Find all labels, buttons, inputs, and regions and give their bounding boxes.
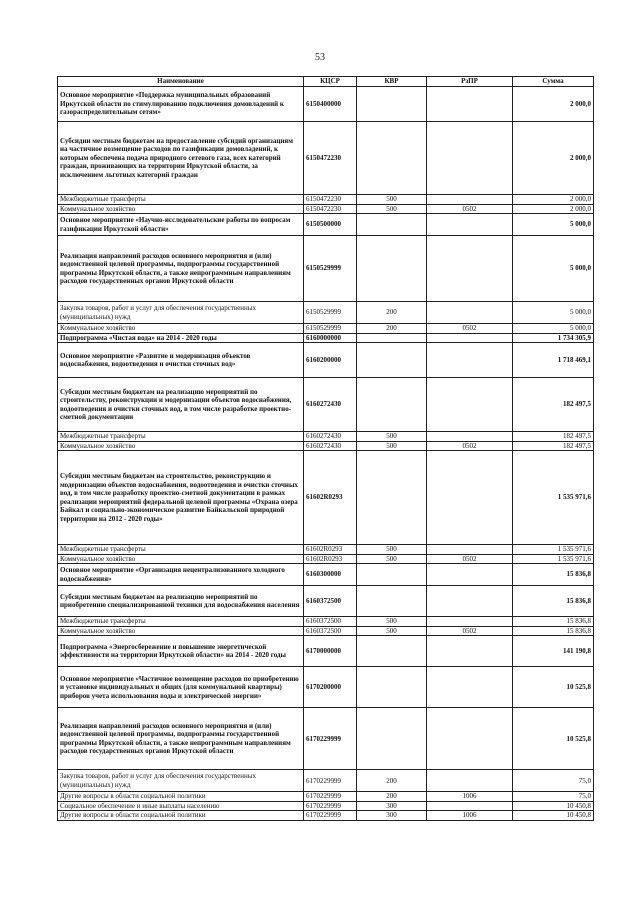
cell-kvr — [357, 564, 427, 586]
cell-sum: 2 000,0 — [513, 204, 594, 214]
cell-rzpr — [427, 801, 513, 811]
column-header-kcsr: КЦСР — [304, 77, 357, 87]
table-row — [58, 667, 594, 708]
cell-kcsr: 6170229999 — [304, 811, 357, 821]
cell-sum: 15 836,8 — [513, 564, 594, 586]
table-row — [58, 451, 594, 545]
cell-sum: 75,0 — [513, 792, 594, 802]
cell-rzpr — [427, 122, 513, 195]
cell-rzpr — [427, 378, 513, 432]
table-row — [58, 554, 594, 564]
cell-name: Межбюджетные трансферты — [58, 545, 304, 555]
cell-name: Основное мероприятие «Поддержка муниципальных образований Иркутской области по стимулированию подключения домовладений к газораспределительным сетям» — [58, 87, 304, 122]
table-row — [58, 324, 594, 334]
cell-sum: 15 836,8 — [513, 586, 594, 617]
cell-name: Межбюджетные трансферты — [58, 195, 304, 205]
cell-rzpr — [427, 667, 513, 708]
table-row — [58, 122, 594, 195]
cell-kcsr: 61602R0293 — [304, 545, 357, 555]
table-row — [58, 441, 594, 451]
cell-kcsr: 6170229999 — [304, 792, 357, 802]
cell-name: Другие вопросы в области социальной политики — [58, 811, 304, 821]
cell-rzpr: 1006 — [427, 792, 513, 802]
cell-sum: 15 836,8 — [513, 626, 594, 636]
cell-sum: 5 000,0 — [513, 302, 594, 324]
table-row — [58, 770, 594, 792]
table-row — [58, 708, 594, 770]
cell-name: Коммунальное хозяйство — [58, 626, 304, 636]
cell-kcsr: 6170229999 — [304, 801, 357, 811]
table-row — [58, 204, 594, 214]
cell-sum: 1 535 971,6 — [513, 451, 594, 545]
cell-sum: 1 535 971,6 — [513, 545, 594, 555]
table-row — [58, 87, 594, 122]
cell-rzpr — [427, 636, 513, 667]
cell-kvr: 300 — [357, 801, 427, 811]
cell-rzpr — [427, 343, 513, 378]
cell-rzpr — [427, 302, 513, 324]
cell-kcsr: 6170229999 — [304, 770, 357, 792]
table-row — [58, 564, 594, 586]
cell-kcsr: 61602R0293 — [304, 451, 357, 545]
cell-kvr — [357, 343, 427, 378]
cell-kvr — [357, 236, 427, 302]
cell-kcsr: 6150529999 — [304, 236, 357, 302]
cell-kvr: 300 — [357, 811, 427, 821]
cell-kcsr: 6170200000 — [304, 667, 357, 708]
cell-kvr: 500 — [357, 204, 427, 214]
cell-kcsr: 6150472230 — [304, 195, 357, 205]
cell-sum: 5 000,0 — [513, 236, 594, 302]
cell-sum: 5 000,0 — [513, 214, 594, 236]
cell-sum: 182 497,5 — [513, 378, 594, 432]
cell-sum: 2 000,0 — [513, 87, 594, 122]
column-header-name: Наименование — [58, 77, 304, 87]
cell-sum: 2 000,0 — [513, 195, 594, 205]
cell-kvr — [357, 636, 427, 667]
column-header-rzpr: РзПР — [427, 77, 513, 87]
cell-rzpr — [427, 617, 513, 627]
cell-kvr — [357, 122, 427, 195]
cell-kcsr: 6150529999 — [304, 324, 357, 334]
table-row — [58, 626, 594, 636]
cell-name: Межбюджетные трансферты — [58, 432, 304, 442]
cell-kcsr: 61602R0293 — [304, 554, 357, 564]
cell-name: Подпрограмма «Энергосбережение и повышение энергетической эффективности на территории Иркутской области» на 2014 - 2020 годы — [58, 636, 304, 667]
cell-kcsr: 6150400000 — [304, 87, 357, 122]
cell-name: Основное мероприятие «Научно-исследовательские работы по вопросам газификации Иркутской области» — [58, 214, 304, 236]
cell-kvr: 500 — [357, 554, 427, 564]
cell-kcsr: 6150529999 — [304, 302, 357, 324]
cell-name: Основное мероприятие «Организация нецентрализованного холодного водоснабжения» — [58, 564, 304, 586]
table-row — [58, 792, 594, 802]
cell-name: Коммунальное хозяйство — [58, 324, 304, 334]
cell-kcsr: 6160300000 — [304, 564, 357, 586]
cell-name: Субсидии местным бюджетам на реализацию мероприятий по приобретению специализированной техники для водоснабжения населения — [58, 586, 304, 617]
cell-kvr — [357, 333, 427, 343]
table-header-row — [58, 77, 594, 87]
cell-kcsr: 6150472230 — [304, 204, 357, 214]
cell-kvr — [357, 667, 427, 708]
cell-rzpr — [427, 87, 513, 122]
cell-kcsr: 6160372500 — [304, 617, 357, 627]
cell-kcsr: 6170229999 — [304, 708, 357, 770]
table-row — [58, 617, 594, 627]
table-row — [58, 195, 594, 205]
cell-kvr — [357, 378, 427, 432]
cell-sum: 10 525,8 — [513, 667, 594, 708]
cell-name: Субсидии местным бюджетам на строительство, реконструкцию и модернизацию объектов водоснабжения, водоотведения и очистки сточных вод, в том числе разработку проектно-сметной документации в рамках реализации мероприятий федеральной целевой программы «Охрана озера Байкал и социально-экономическое развитие Байкальской природной территории на 2012 - 2020 годы» — [58, 451, 304, 545]
cell-rzpr — [427, 236, 513, 302]
cell-kcsr: 6160372500 — [304, 586, 357, 617]
cell-kvr: 500 — [357, 617, 427, 627]
cell-kcsr: 6160372500 — [304, 626, 357, 636]
cell-rzpr: 0502 — [427, 626, 513, 636]
cell-sum: 10 525,8 — [513, 708, 594, 770]
cell-sum: 182 497,5 — [513, 432, 594, 442]
cell-name: Коммунальное хозяйство — [58, 554, 304, 564]
cell-name: Закупка товаров, работ и услуг для обеспечения государственных (муниципальных) нужд — [58, 770, 304, 792]
table-row — [58, 586, 594, 617]
cell-name: Основное мероприятие «Развитие и модернизация объектов водоснабжения, водоотведения и очистки сточных вод» — [58, 343, 304, 378]
cell-name: Коммунальное хозяйство — [58, 204, 304, 214]
cell-sum: 5 000,0 — [513, 324, 594, 334]
cell-kvr: 200 — [357, 324, 427, 334]
table-row — [58, 302, 594, 324]
cell-rzpr — [427, 770, 513, 792]
column-header-kvr: КВР — [357, 77, 427, 87]
cell-kvr: 500 — [357, 441, 427, 451]
cell-sum: 1 535 971,6 — [513, 554, 594, 564]
cell-sum: 1 718 469,1 — [513, 343, 594, 378]
cell-name: Основное мероприятие «Частичное возмещение расходов по приобретению и установке индивидуальных и общих (для коммунальной квартиры) приборов учета использования воды и электрической энергии» — [58, 667, 304, 708]
cell-kvr — [357, 451, 427, 545]
cell-name: Коммунальное хозяйство — [58, 441, 304, 451]
cell-kvr: 200 — [357, 792, 427, 802]
table-row — [58, 236, 594, 302]
cell-kvr: 500 — [357, 432, 427, 442]
table-row — [58, 214, 594, 236]
cell-kvr: 500 — [357, 545, 427, 555]
cell-name: Подпрограмма «Чистая вода» на 2014 - 2020 годы — [58, 333, 304, 343]
cell-rzpr — [427, 708, 513, 770]
cell-kvr: 200 — [357, 770, 427, 792]
cell-kcsr: 6160200000 — [304, 343, 357, 378]
cell-sum: 10 450,8 — [513, 811, 594, 821]
budget-table — [57, 76, 594, 821]
cell-sum: 75,0 — [513, 770, 594, 792]
cell-rzpr — [427, 451, 513, 545]
cell-sum: 15 836,8 — [513, 617, 594, 627]
cell-kvr: 200 — [357, 302, 427, 324]
cell-kvr — [357, 87, 427, 122]
page-number: 53 — [315, 52, 325, 63]
cell-name: Закупка товаров, работ и услуг для обеспечения государственных (муниципальных) нужд — [58, 302, 304, 324]
cell-sum: 182 497,5 — [513, 441, 594, 451]
cell-name: Субсидии местным бюджетам на предоставление субсидий организациям на частичное возмещение расходов по газификации домовладений, к которым обеспечена подача природного сетевого газа, всех категорий граждан, проживающих на территории Иркутской области, за исключением льготных категорий граждан — [58, 122, 304, 195]
cell-sum: 10 450,8 — [513, 801, 594, 811]
cell-kcsr: 6160272430 — [304, 441, 357, 451]
cell-kcsr: 6170000000 — [304, 636, 357, 667]
cell-sum: 2 000,0 — [513, 122, 594, 195]
cell-rzpr — [427, 586, 513, 617]
cell-kvr — [357, 586, 427, 617]
cell-kvr — [357, 214, 427, 236]
table-row — [58, 333, 594, 343]
cell-sum: 1 734 305,9 — [513, 333, 594, 343]
cell-name: Реализация направлений расходов основного мероприятия и (или) ведомственной целевой программы, подпрограммы государственной программы Иркутской области, а также непрограммным направлениям расходов государственных органов Иркутской области — [58, 708, 304, 770]
table-row — [58, 378, 594, 432]
cell-rzpr: 0502 — [427, 324, 513, 334]
cell-name: Межбюджетные трансферты — [58, 617, 304, 627]
cell-kcsr: 6160000000 — [304, 333, 357, 343]
cell-kvr: 500 — [357, 626, 427, 636]
cell-rzpr — [427, 564, 513, 586]
table-row — [58, 545, 594, 555]
table-row — [58, 432, 594, 442]
table-body — [58, 87, 594, 821]
cell-rzpr: 0502 — [427, 554, 513, 564]
cell-rzpr — [427, 545, 513, 555]
cell-name: Субсидии местным бюджетам на реализацию мероприятий по строительству, реконструкции и модернизации объектов водоснабжения, водоотведения и очистки сточных вод, в том числе разработке проектно-сметной документации — [58, 378, 304, 432]
table-row — [58, 343, 594, 378]
cell-rzpr — [427, 333, 513, 343]
cell-kcsr: 6160272430 — [304, 378, 357, 432]
column-header-sum: Сумма — [513, 77, 594, 87]
cell-name: Реализация направлений расходов основного мероприятия и (или) ведомственной целевой программы, подпрограммы государственной программы Иркутской области, а также непрограммным направлениям расходов государственных органов Иркутской области — [58, 236, 304, 302]
cell-kvr — [357, 708, 427, 770]
cell-rzpr — [427, 195, 513, 205]
cell-name: Другие вопросы в области социальной политики — [58, 792, 304, 802]
cell-rzpr: 0502 — [427, 204, 513, 214]
cell-sum: 141 190,8 — [513, 636, 594, 667]
cell-rzpr: 1006 — [427, 811, 513, 821]
cell-kcsr: 6150472230 — [304, 122, 357, 195]
table-row — [58, 636, 594, 667]
cell-kcsr: 6160272430 — [304, 432, 357, 442]
cell-kcsr: 6150500000 — [304, 214, 357, 236]
cell-name: Социальное обеспечение и иные выплаты населению — [58, 801, 304, 811]
table-row — [58, 811, 594, 821]
cell-rzpr — [427, 214, 513, 236]
table-row — [58, 801, 594, 811]
cell-kvr: 500 — [357, 195, 427, 205]
cell-rzpr — [427, 432, 513, 442]
cell-rzpr: 0502 — [427, 441, 513, 451]
